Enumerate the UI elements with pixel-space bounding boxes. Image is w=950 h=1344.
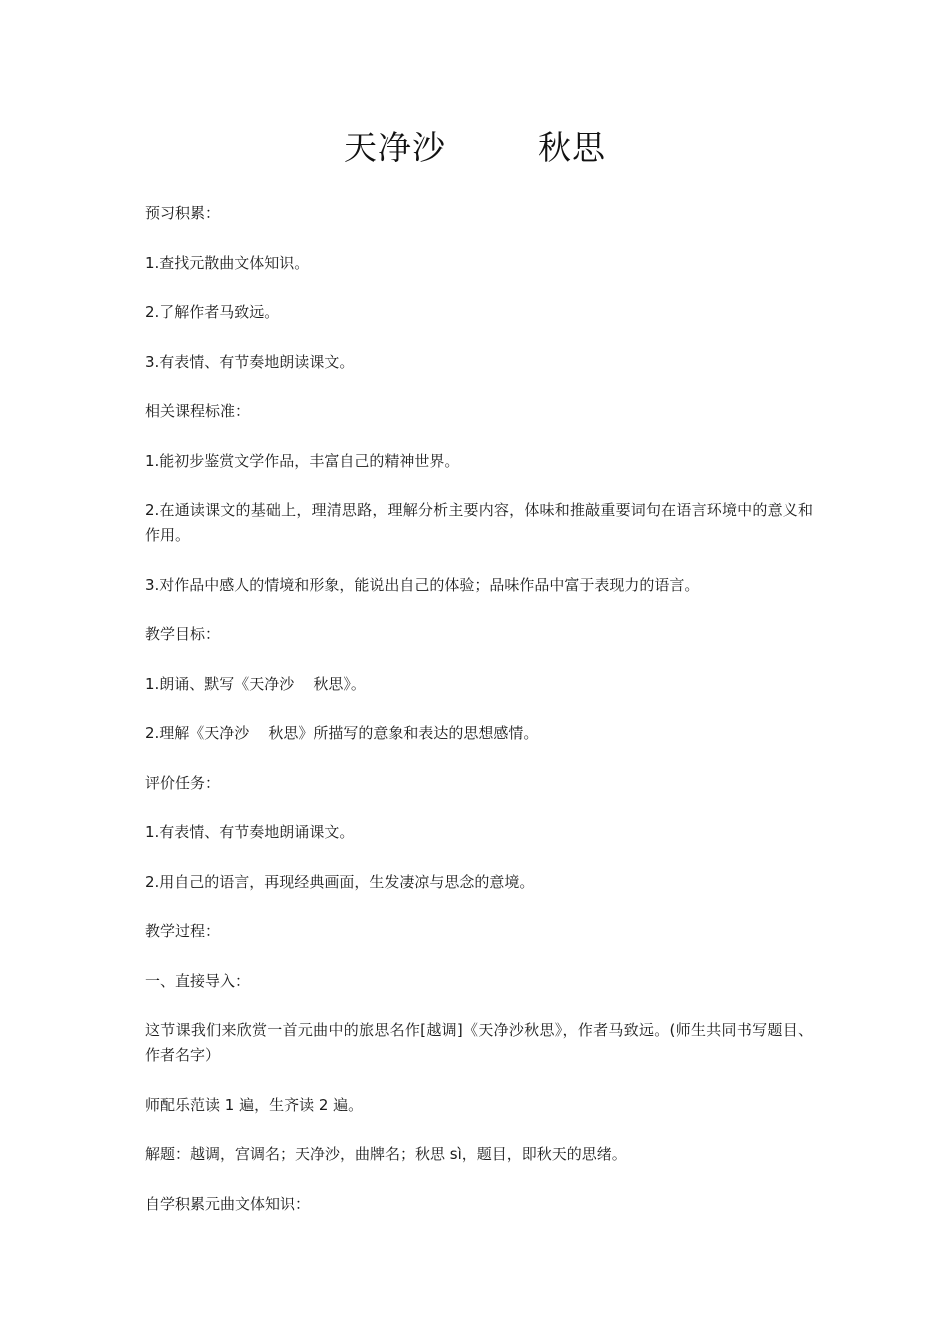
paragraph: 3.对作品中感人的情境和形象，能说出自己的体验；品味作品中富于表现力的语言。 — [145, 575, 700, 594]
paragraph: 1.朗诵、默写《天净沙 秋思》。 — [145, 674, 366, 693]
document-body — [145, 201, 813, 1241]
heading-preview-accumulation: 预习积累： — [145, 204, 221, 222]
paragraph: 2.了解作者马致远。 — [145, 303, 280, 321]
paragraph: 1.有表情、有节奏地朗诵课文。 — [145, 823, 355, 841]
heading-teaching-goals: 教学目标： — [145, 625, 221, 643]
paragraph: 2.理解《天净沙 秋思》所描写的意象和表达的思想感情。 — [145, 724, 539, 742]
paragraph: 1.能初步鉴赏文学作品，丰富自己的精神世界。 — [145, 451, 460, 470]
heading-curriculum-standards: 相关课程标准： — [145, 402, 251, 420]
paragraph: 这节课我们来欣赏一首元曲中的旅思名作[越调]《天净沙秋思》，作者马致远。(师生共同书写题目、作者名字） — [145, 1021, 813, 1064]
paragraph: 2.在通读课文的基础上，理清思路，理解分析主要内容，体味和推敲重要词句在语言环境中的意义和作用。 — [145, 501, 813, 544]
heading-teaching-process: 教学过程： — [145, 922, 221, 940]
paragraph: 自学积累元曲文体知识： — [145, 1194, 311, 1213]
heading-evaluation-tasks: 评价任务： — [145, 773, 221, 792]
heading-direct-introduction: 一、直接导入： — [145, 971, 251, 990]
document-title: 天净沙 秋思 — [344, 128, 606, 167]
paragraph: 师配乐范读 1 遍，生齐读 2 遍。 — [145, 1095, 364, 1114]
paragraph: 解题：越调，宫调名；天净沙，曲牌名；秋思 sì，题目，即秋天的思绪。 — [145, 1145, 627, 1163]
paragraph: 3.有表情、有节奏地朗读课文。 — [145, 352, 355, 371]
paragraph: 2.用自己的语言，再现经典画面，生发凄凉与思念的意境。 — [145, 872, 535, 891]
paragraph: 1.查找元散曲文体知识。 — [145, 253, 310, 272]
